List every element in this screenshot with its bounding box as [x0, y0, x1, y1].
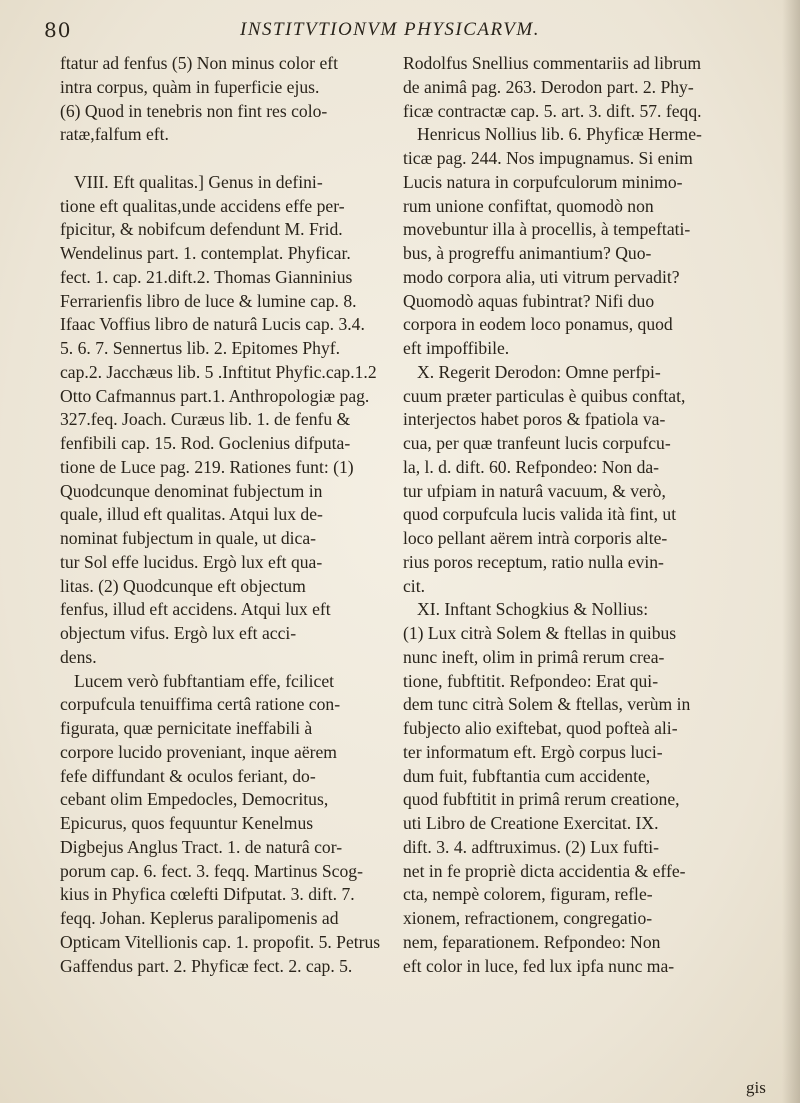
text-line: litas. (2) Quodcunque eft objectum [60, 575, 306, 596]
text-line: intra corpus, quàm in fuperficie ejus. [60, 76, 320, 97]
text-line: cua, per quæ tranfeunt lucis corpufcu- [403, 433, 671, 453]
text-line: 5. 6. 7. Sennertus lib. 2. Epitomes Phyf. [60, 338, 341, 358]
text-line: nunc ineft, olim in primâ rerum crea- [403, 646, 665, 667]
text-line: cuum præter particulas è quibus conftat, [403, 385, 686, 406]
text-line: interjectos habet poros & fpatiola va- [403, 409, 666, 430]
text-line: (6) Quod in tenebris non fint res colo- [60, 100, 328, 121]
text-line: net in fe propriè dicta accidentia & effe- [403, 860, 686, 881]
text-line: movebuntur illa à procellis, à tempeftati- [403, 219, 691, 240]
text-line: (1) Lux citrà Solem & ftellas in quibus [403, 623, 677, 643]
text-line: tione eft qualitas,unde accidens effe per- [60, 195, 345, 216]
text-line: cit. [403, 575, 425, 596]
text-line: tur Sol effe lucidus. Ergò lux eft qua- [60, 551, 323, 572]
text-line: cebant olim Empedocles, Democritus, [60, 789, 329, 810]
right-column [403, 52, 765, 978]
text-line: tur ufpiam in naturâ vacuum, & verò, [403, 480, 666, 501]
text-line: eft color in luce, fed lux ipfa nunc ma- [403, 955, 675, 976]
text-line: rius poros receptum, ratio nulla evin- [403, 551, 664, 572]
text-line: XI. Inftant Schogkius & Nollius: [417, 599, 649, 620]
text-line: cap.2. Jacchæus lib. 5 .Inftitut Phyfic.cap.1.2 [60, 361, 377, 382]
text-line: ftatur ad fenfus (5) Non minus color eft [60, 53, 338, 73]
text-line: Lucis natura in corpufculorum minimo- [403, 171, 683, 192]
text-line: cta, nempè colorem, figuram, refle- [403, 884, 653, 905]
text-line: la, l. d. dift. 60. Refpondeo: Non da- [403, 456, 660, 477]
text-line: ficæ contractæ cap. 5. art. 3. dift. 57. feqq. [403, 100, 702, 121]
text-line: Gaffendus part. 2. Phyficæ fect. 2. cap. 5. [60, 955, 353, 976]
text-line: corpora in eodem loco ponamus, quod [403, 314, 673, 335]
text-line: fubjecto alio exiftebat, quod pofteà ali- [403, 718, 678, 738]
text-line: porum cap. 6. fect. 3. feqq. Martinus Scog- [60, 860, 363, 881]
text-line: Henricus Nollius lib. 6. Phyficæ Herme- [417, 124, 702, 145]
text-line: ticæ pag. 244. Nos impugnamus. Si enim [403, 148, 693, 168]
text-line: Wendelinus part. 1. contemplat. Phyficar. [60, 243, 351, 263]
text-line: quale, illud eft qualitas. Atqui lux de- [60, 504, 323, 525]
text-line: nem, feparationem. Refpondeo: Non [403, 931, 661, 952]
text-line: rum unione confiftat, quomodò non [403, 195, 654, 216]
page-header [44, 18, 774, 44]
running-head: INSTITVTIONVM PHYSICARVM. [240, 19, 540, 40]
text-line: tione, fubftitit. Refpondeo: Erat qui- [403, 670, 659, 691]
text-line: kius in Phyfica cœlefti Difputat. 3. dift. 7. [60, 884, 355, 905]
text-line: de animâ pag. 263. Derodon part. 2. Phy- [403, 76, 694, 97]
page-edge-shadow [782, 0, 800, 1103]
text-line: corpore lucido proveniant, inque aërem [60, 741, 337, 762]
page-number: 80 [44, 18, 72, 42]
text-line: nominat fubjectum in quale, ut dica- [60, 528, 317, 548]
text-line: fect. 1. cap. 21.dift.2. Thomas Gianninius [60, 266, 353, 287]
text-line: X. Regerit Derodon: Omne perfpi- [417, 361, 661, 382]
text-line: Lucem verò fubftantiam effe, fcilicet [74, 670, 335, 691]
text-line: bus, à progreffu animantium? Quo- [403, 243, 652, 263]
text-line: Epicurus, quos fequuntur Kenelmus [60, 813, 314, 833]
text-line: uti Libro de Creatione Exercitat. IX. [403, 813, 659, 833]
text-line: VIII. Eft qualitas.] Genus in defini- [74, 171, 323, 192]
text-line: Quodcunque denominat fubjectum in [60, 480, 323, 501]
text-line: fefe diffundant & oculos feriant, do- [60, 765, 316, 786]
text-line: ter informatum eft. Ergò corpus luci- [403, 741, 663, 762]
text-line: dum fuit, fubftantia cum accidente, [403, 765, 651, 786]
text-line: dem tunc citrà Solem & ftellas, verùm in [403, 694, 691, 715]
text-line: 327.feq. Joach. Curæus lib. 1. de fenfu & [60, 409, 351, 430]
text-line: fenfus, illud eft accidens. Atqui lux eft [60, 599, 331, 620]
text-line: fenfibili cap. 15. Rod. Goclenius difputa- [60, 433, 351, 453]
text-line: corpufcula tenuiffima certâ ratione con- [60, 694, 341, 715]
catchword: gis [746, 1078, 766, 1097]
text-line: eft impoffibile. [403, 338, 510, 358]
text-line: loco pellant aërem intrà corporis alte- [403, 528, 668, 548]
text-line [60, 147, 394, 171]
text-line: quod fubftitit in primâ rerum creatione, [403, 789, 680, 810]
text-line: Rodolfus Snellius commentariis ad librum [403, 53, 702, 73]
text-line: figurata, quæ pernicitate ineffabili à [60, 718, 313, 738]
text-line: modo corpora alia, uti vitrum pervadit? [403, 266, 680, 287]
text-line: Quomodò aquas fubintrat? Nifi duo [403, 290, 655, 311]
left-column [60, 52, 394, 978]
text-line: Digbejus Anglus Tract. 1. de naturâ cor- [60, 836, 343, 857]
text-line: Otto Cafmannus part.1. Anthropologiæ pag. [60, 385, 370, 406]
text-line: tione de Luce pag. 219. Rationes funt: (1) [60, 456, 354, 477]
text-line: quod corpufcula lucis valida ità fint, ut [403, 504, 677, 525]
text-line: fpicitur, & nobifcum defendunt M. Frid. [60, 219, 343, 240]
text-line: xionem, refractionem, congregatio- [403, 908, 653, 928]
text-line: dift. 3. 4. adftruximus. (2) Lux fufti- [403, 836, 660, 857]
text-line: Opticam Vitellionis cap. 1. propofit. 5. Petrus [60, 931, 381, 952]
text-line: dens. [60, 646, 97, 667]
text-line: Ifaac Voffius libro de naturâ Lucis cap. 3.4. [60, 314, 365, 335]
text-line: feqq. Johan. Keplerus paralipomenis ad [60, 908, 339, 928]
text-line: Ferrarienfis libro de luce & lumine cap. 8. [60, 290, 357, 311]
text-line: objectum vifus. Ergò lux eft acci- [60, 623, 297, 643]
text-line: ratæ,falfum eft. [60, 124, 169, 145]
